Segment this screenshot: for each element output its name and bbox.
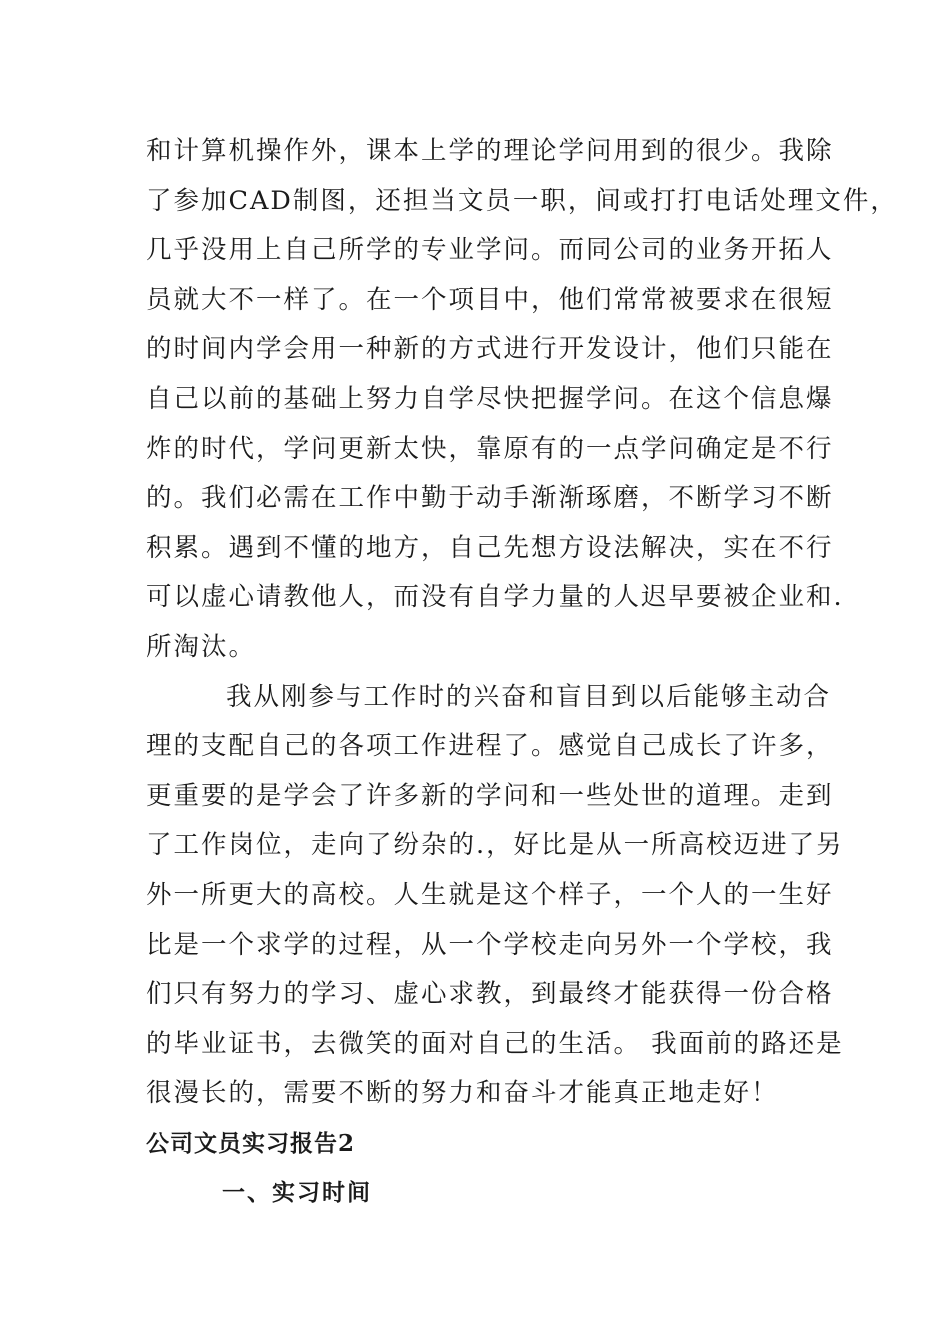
text-line: 的时间内学会用一种新的方式进行开发设计，他们只能在 (146, 334, 834, 365)
text-line: 炸的时代，学问更新太快，靠原有的一点学问确定是不行 (146, 433, 834, 464)
paragraph-1 (146, 127, 898, 673)
text-line: 自己以前的基础上努力自学尽快把握学问。在这个信息爆 (146, 383, 834, 414)
text-line: 的毕业证书，去微笑的面对自己的生活。 我面前的路还是 (146, 1028, 844, 1059)
text-line: 几乎没用上自己所学的专业学问。而同公司的业务开拓人 (146, 235, 834, 266)
text-line: 很漫长的，需要不断的努力和奋斗才能真正地走好！ (146, 1078, 779, 1109)
text-line: 了参加CAD制图，还担当文员一职，间或打打电话处理文件， (146, 185, 898, 216)
text-line: 积累。遇到不懂的地方，自己先想方设法解决，实在不行 (146, 532, 834, 563)
text-line: 所淘汰。 (146, 631, 257, 662)
text-line: 理的支配自己的各项工作进程了。感觉自己成长了许多， (146, 731, 834, 762)
subsection-title: 一、实习时间 (222, 1179, 372, 1207)
paragraph-2 (146, 673, 844, 1119)
text-line: 我从刚参与工作时的兴奋和盲目到以后能够主动合 (226, 681, 832, 712)
text-line: 可以虚心请教他人，而没有自学力量的人迟早要被企业和. (146, 582, 844, 613)
section-title: 公司文员实习报告2 (146, 1129, 356, 1157)
document-body (146, 127, 898, 1218)
text-line: 了工作岗位，走向了纷杂的.，好比是从一所高校迈进了另 (146, 830, 844, 861)
text-line: 们只有努力的学习、虚心求教，到最终才能获得一份合格 (146, 979, 834, 1010)
text-line: 比是一个求学的过程，从一个学校走向另外一个学校，我 (146, 929, 834, 960)
text-line: 的。我们必需在工作中勤于动手渐渐琢磨，不断学习不断 (146, 483, 834, 514)
text-line: 更重要的是学会了许多新的学问和一些处世的道理。走到 (146, 780, 834, 811)
text-line: 和计算机操作外，课本上学的理论学问用到的很少。我除 (146, 136, 834, 166)
text-line: 外一所更大的高校。人生就是这个样子，一个人的一生好 (146, 879, 834, 910)
text-line: 员就大不一样了。在一个项目中，他们常常被要求在很短 (146, 284, 834, 315)
